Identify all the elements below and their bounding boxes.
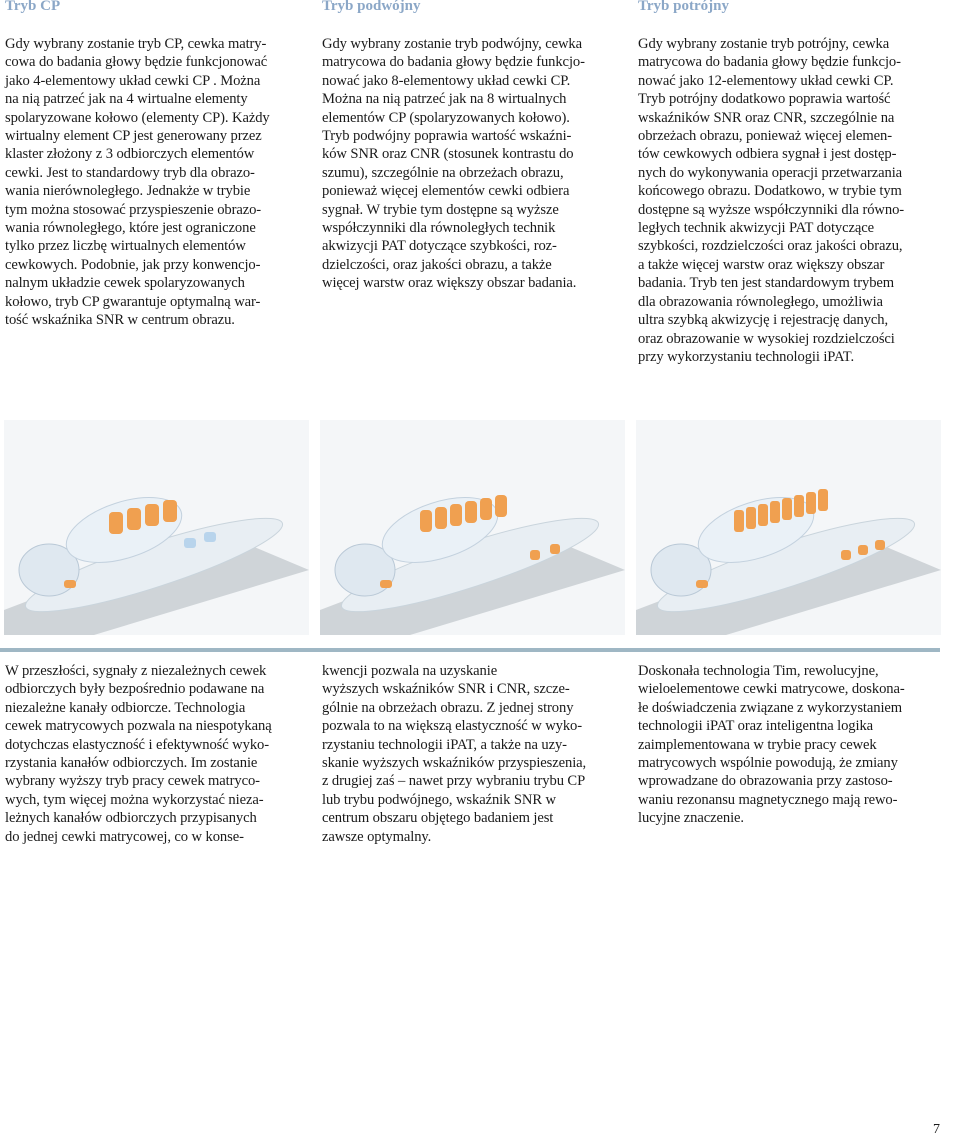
- triple-mode-text: Gdy wybrany zostanie tryb potrójny, cewka matrycowa do badania głowy będzie funkcjo- nować jako 12-elementowy układ cewki CP. Tryb potrójny dodatkowo poprawia wartość wskaźników SNR oraz CNR, szczególnie na obrzeżach obrazu, ponieważ więcej elemen- tów cewkowych odbiera sygnał i jest dostęp- nych do wykonywania operacji przetwarzania końcowego obrazu. Dodatkowo, w trybie tym dostępne są wyższe współczynniki dla równo- ległych technik akwizycji PAT dotyczące szybkości, rozdzielczości oraz jakości obrazu, a także więcej warstw oraz większy obszar badania. Tryb ten jest standardowym trybem dla obrazowania równoległego, umożliwia ultra szybką akwizycję i rejestrację danych, oraz obrazowanie w wysokiej rozdzielczości przy wykorzystaniu technologii iPAT.: [638, 36, 905, 365]
- heading-triple: Tryb potrójny: [638, 0, 729, 14]
- bottom-text-col2: kwencji pozwala na uzyskanie wyższych wskaźników SNR i CNR, szcze- gólnie na obrzeżach obrazu. Z jednej strony pozwala to na większą elastyczność w wyko- rzystaniu technologii iPAT, a także na uzy- skanie wyższych wskaźników przyspieszenia, z drugiej zaś – nawet przy wybraniu trybu CP lub trybu podwójnego, wskaźnik SNR w centrum obszaru objętego badaniem jest zawsze optymalny.: [322, 663, 587, 845]
- dual-mode-text: Gdy wybrany zostanie tryb podwójny, cewka matrycowa do badania głowy będzie funkcjo- nować jako 8-elementowy układ cewki CP. Można na nią patrzeć jak na 8 wirtualnych elementów CP (spolaryzowanych kołowo). Tryb podwójny poprawia wartość wskaźni- ków SNR oraz CNR (stosunek kontrastu do szumu), szczególnie na obrzeżach obrazu, ponieważ więcej elementów cewki odbiera sygnał. W trybie tym dostępne są wyższe współczynniki dla równoległych technik akwizycji PAT dotyczące szybkości, roz- dzielczości, oraz jakości obrazu, a także więcej warstw oraz większy obszar badania.: [322, 36, 585, 292]
- cp-mode-illustration: [4, 420, 309, 635]
- heading-dual: Tryb podwójny: [322, 0, 421, 14]
- cp-mode-text: Gdy wybrany zostanie tryb CP, cewka matry- cowa do badania głowy będzie funkcjonować jako 4-elementowy układ cewki CP . Można na nią patrzeć jak na 4 wirtualne elementy spolaryzowane kołowo (elementy CP). Każdy wirtualny element CP jest generowany przez klaster złożony z 3 odbiorczych elementów cewki. Jest to standardowy tryb dla obrazo- wania nierównoległego. Jednakże w trybie tym można stosować przyspieszenie obrazo- wania równoległego, które jest ograniczone tylko przez liczbę wirtualnych elementów cewkowych. Podobnie, jak przy konwencjo- nalnym układzie cewek spolaryzowanych kołowo, tryb CP gwarantuje optymalną war- tość wskaźnika SNR w centrum obrazu.: [5, 36, 270, 329]
- triple-mode-illustration: [636, 420, 941, 635]
- divider-rule: [0, 648, 940, 652]
- bottom-text-col3: Doskonała technologia Tim, rewolucyjne, wieloelementowe cewki matrycowe, doskona- łe doświadczenia związane z wykorzystaniem technologii iPAT oraz inteligentna logika zaimplementowana w trybie pracy cewek matrycowych wspólnie powodują, że zmiany wprowadzane do obrazowania przy zastoso- waniu rezonansu magnetycznego mają rewo- lucyjne znaczenie.: [638, 663, 905, 827]
- page-number: 7: [933, 1122, 940, 1137]
- bottom-text-col1: W przeszłości, sygnały z niezależnych cewek odbiorczych były bezpośrednio podawane na niezależne kanały odbiorcze. Technologia cewek matrycowych pozwala na niespotykaną dotychczas elastyczność i efektywność wyko- rzystania kanałów odbiorczych. Im zostanie wybrany wyższy tryb pracy cewek matryco- wych, tym więcej można wykorzystać nieza- leżnych kanałów odbiorczych przypisanych do jednej cewki matrycowej, co w konse-: [5, 663, 272, 845]
- dual-mode-illustration: [320, 420, 625, 635]
- heading-cp: Tryb CP: [5, 0, 61, 14]
